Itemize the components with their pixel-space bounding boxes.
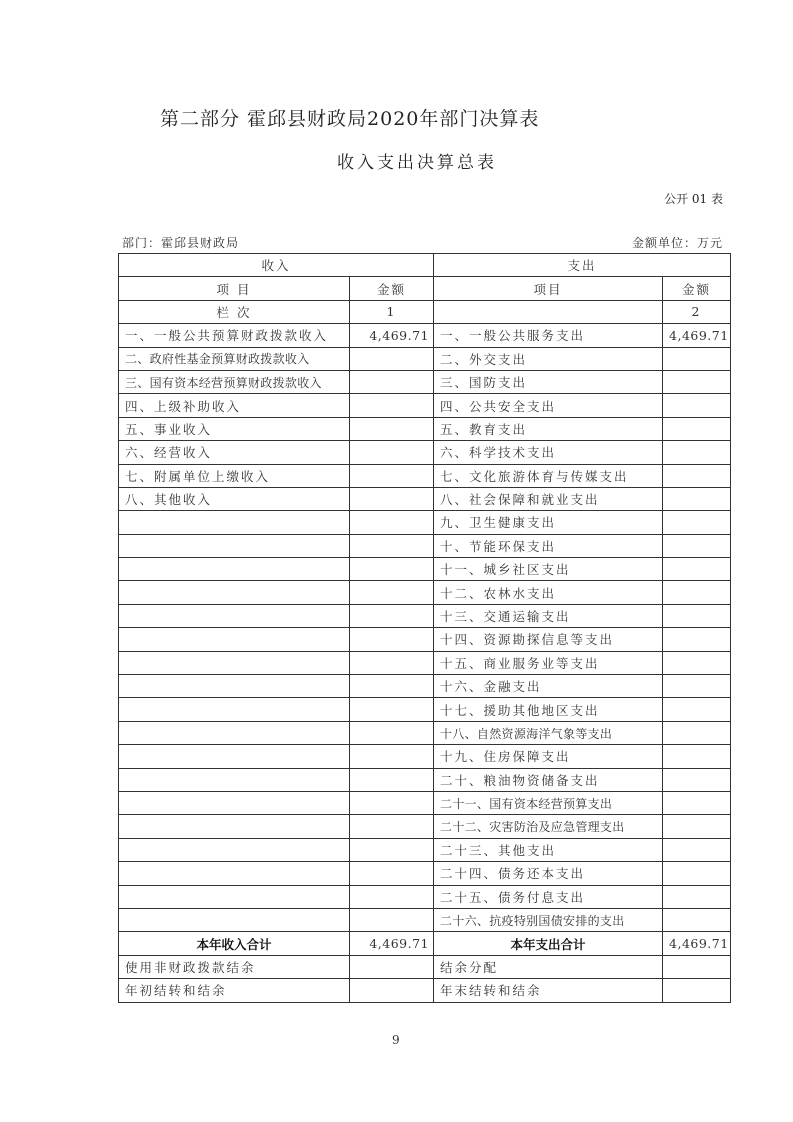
expense-item: 十三、交通运输支出 xyxy=(434,604,663,627)
expense-item: 二、外交支出 xyxy=(434,347,663,370)
income-amount xyxy=(350,908,434,931)
expense-item: 七、文化旅游体育与传媒支出 xyxy=(434,464,663,487)
expense-amount xyxy=(663,745,731,768)
income-item xyxy=(119,768,350,791)
expense-item: 二十、粮油物资储备支出 xyxy=(434,768,663,791)
balance-row xyxy=(119,955,731,978)
income-amount xyxy=(350,464,434,487)
table-row xyxy=(119,370,731,393)
expense-amount xyxy=(663,675,731,698)
income-amount xyxy=(350,862,434,885)
column-index-blank xyxy=(434,300,663,323)
expense-amount xyxy=(663,464,731,487)
expense-item: 结余分配 xyxy=(434,955,663,978)
expense-amount xyxy=(663,534,731,557)
section-header-row xyxy=(119,254,731,277)
expense-amount xyxy=(663,604,731,627)
table-row xyxy=(119,698,731,721)
income-amount xyxy=(350,955,434,978)
income-amount xyxy=(350,698,434,721)
column-index-label: 栏 次 xyxy=(119,300,350,323)
table-row xyxy=(119,441,731,464)
expense-amount: 4,469.71 xyxy=(663,324,731,347)
expense-amount xyxy=(663,370,731,393)
table-row xyxy=(119,604,731,627)
income-amount xyxy=(350,979,434,1002)
income-amount xyxy=(350,838,434,861)
expense-amount xyxy=(663,651,731,674)
income-item: 七、附属单位上缴收入 xyxy=(119,464,350,487)
income-amount xyxy=(350,885,434,908)
income-amount xyxy=(350,370,434,393)
expense-item: 十二、农林水支出 xyxy=(434,581,663,604)
income-item xyxy=(119,838,350,861)
income-total-label: 本年收入合计 xyxy=(119,932,350,955)
expense-amount xyxy=(663,955,731,978)
total-row xyxy=(119,932,731,955)
table-row xyxy=(119,417,731,440)
income-amount xyxy=(350,511,434,534)
table-subtitle: 收入支出决算总表 xyxy=(337,153,497,173)
column-index-right: 2 xyxy=(663,300,731,323)
table-row xyxy=(119,791,731,814)
table-row xyxy=(119,908,731,931)
document-title-text: 第二部分 霍邱县财政局2020年部门决算表 xyxy=(160,108,540,130)
expense-item: 十四、资源勘探信息等支出 xyxy=(434,628,663,651)
expense-amount xyxy=(663,979,731,1002)
table-row xyxy=(119,487,731,510)
table-row xyxy=(119,581,731,604)
expense-amount xyxy=(663,862,731,885)
expense-amount xyxy=(663,908,731,931)
income-item: 六、经营收入 xyxy=(119,441,350,464)
income-amount xyxy=(350,721,434,744)
income-item xyxy=(119,815,350,838)
income-amount xyxy=(350,581,434,604)
income-amount xyxy=(350,347,434,370)
expense-item: 二十一、国有资本经营预算支出 xyxy=(434,791,663,814)
income-item xyxy=(119,908,350,931)
income-item: 八、其他收入 xyxy=(119,487,350,510)
income-amount-header: 金额 xyxy=(350,277,434,300)
income-item xyxy=(119,791,350,814)
expense-item: 年末结转和结余 xyxy=(434,979,663,1002)
expense-item: 二十五、债务付息支出 xyxy=(434,885,663,908)
balance-row xyxy=(119,979,731,1002)
expense-amount xyxy=(663,628,731,651)
table-row xyxy=(119,628,731,651)
income-item xyxy=(119,745,350,768)
income-item xyxy=(119,698,350,721)
income-item xyxy=(119,862,350,885)
expense-amount xyxy=(663,558,731,581)
income-item: 二、政府性基金预算财政拨款收入 xyxy=(119,347,350,370)
table-row xyxy=(119,651,731,674)
table-row xyxy=(119,347,731,370)
income-amount xyxy=(350,628,434,651)
column-index-left: 1 xyxy=(350,300,434,323)
expense-item: 一、一般公共服务支出 xyxy=(434,324,663,347)
income-amount xyxy=(350,675,434,698)
table-row xyxy=(119,862,731,885)
table-row xyxy=(119,675,731,698)
expense-amount xyxy=(663,698,731,721)
expense-amount xyxy=(663,885,731,908)
income-total-amount: 4,469.71 xyxy=(350,932,434,955)
income-amount xyxy=(350,394,434,417)
income-item-header: 项 目 xyxy=(119,277,350,300)
expense-amount xyxy=(663,791,731,814)
expense-item: 二十二、灾害防治及应急管理支出 xyxy=(434,815,663,838)
column-index-row xyxy=(119,300,731,323)
table-row xyxy=(119,534,731,557)
amount-unit-label: 金额单位：万元 xyxy=(631,236,723,250)
expense-amount xyxy=(663,487,731,510)
income-item xyxy=(119,511,350,534)
income-item xyxy=(119,534,350,557)
expense-item: 六、科学技术支出 xyxy=(434,441,663,464)
expense-item: 二十六、抗疫特别国债安排的支出 xyxy=(434,908,663,931)
expense-total-amount: 4,469.71 xyxy=(663,932,731,955)
income-amount xyxy=(350,487,434,510)
income-amount xyxy=(350,604,434,627)
page-number: 9 xyxy=(392,1033,400,1047)
income-amount xyxy=(350,745,434,768)
expense-item: 五、教育支出 xyxy=(434,417,663,440)
income-item xyxy=(119,651,350,674)
expense-item: 十九、住房保障支出 xyxy=(434,745,663,768)
expense-amount xyxy=(663,581,731,604)
income-item xyxy=(119,885,350,908)
income-amount xyxy=(350,534,434,557)
income-section-header: 收入 xyxy=(119,254,434,277)
form-number: 公开 01 表 xyxy=(664,192,723,206)
expense-item: 三、国防支出 xyxy=(434,370,663,393)
expense-amount xyxy=(663,441,731,464)
expense-amount-header: 金额 xyxy=(663,277,731,300)
expense-item: 十一、城乡社区支出 xyxy=(434,558,663,581)
expense-amount xyxy=(663,394,731,417)
expense-section-header: 支出 xyxy=(434,254,731,277)
table-row xyxy=(119,885,731,908)
income-item xyxy=(119,581,350,604)
income-amount xyxy=(350,791,434,814)
expense-item: 九、卫生健康支出 xyxy=(434,511,663,534)
income-amount xyxy=(350,417,434,440)
table-row xyxy=(119,464,731,487)
table-row xyxy=(119,768,731,791)
table-row xyxy=(119,838,731,861)
expense-amount xyxy=(663,347,731,370)
table-row xyxy=(119,558,731,581)
income-item: 年初结转和结余 xyxy=(119,979,350,1002)
income-item xyxy=(119,721,350,744)
income-amount xyxy=(350,768,434,791)
income-item xyxy=(119,675,350,698)
income-amount: 4,469.71 xyxy=(350,324,434,347)
expense-item: 二十四、债务还本支出 xyxy=(434,862,663,885)
expense-amount xyxy=(663,417,731,440)
income-item: 三、国有资本经营预算财政拨款收入 xyxy=(119,370,350,393)
expense-item: 十五、商业服务业等支出 xyxy=(434,651,663,674)
income-item: 五、事业收入 xyxy=(119,417,350,440)
income-item: 使用非财政拨款结余 xyxy=(119,955,350,978)
expense-item: 十、节能环保支出 xyxy=(434,534,663,557)
income-item xyxy=(119,628,350,651)
table-row xyxy=(119,324,731,347)
income-amount xyxy=(350,441,434,464)
department-label: 部门：霍邱县财政局 xyxy=(122,236,240,250)
expense-item: 十六、金融支出 xyxy=(434,675,663,698)
table-row xyxy=(119,394,731,417)
expense-amount xyxy=(663,838,731,861)
income-amount xyxy=(350,558,434,581)
column-header-row xyxy=(119,277,731,300)
expense-item: 八、社会保障和就业支出 xyxy=(434,487,663,510)
table-row xyxy=(119,511,731,534)
table-row xyxy=(119,815,731,838)
expense-item: 十八、自然资源海洋气象等支出 xyxy=(434,721,663,744)
table-row xyxy=(119,745,731,768)
income-item xyxy=(119,604,350,627)
expense-amount xyxy=(663,815,731,838)
income-amount xyxy=(350,651,434,674)
income-amount xyxy=(350,815,434,838)
expense-amount xyxy=(663,721,731,744)
expense-item: 四、公共安全支出 xyxy=(434,394,663,417)
table-row xyxy=(119,721,731,744)
expense-amount xyxy=(663,768,731,791)
income-item: 四、上级补助收入 xyxy=(119,394,350,417)
expense-item: 二十三、其他支出 xyxy=(434,838,663,861)
income-item: 一、一般公共预算财政拨款收入 xyxy=(119,324,350,347)
income-expense-table xyxy=(118,253,731,1003)
expense-item: 十七、援助其他地区支出 xyxy=(434,698,663,721)
expense-total-label: 本年支出合计 xyxy=(434,932,663,955)
income-item xyxy=(119,558,350,581)
expense-amount xyxy=(663,511,731,534)
expense-item-header: 项目 xyxy=(434,277,663,300)
